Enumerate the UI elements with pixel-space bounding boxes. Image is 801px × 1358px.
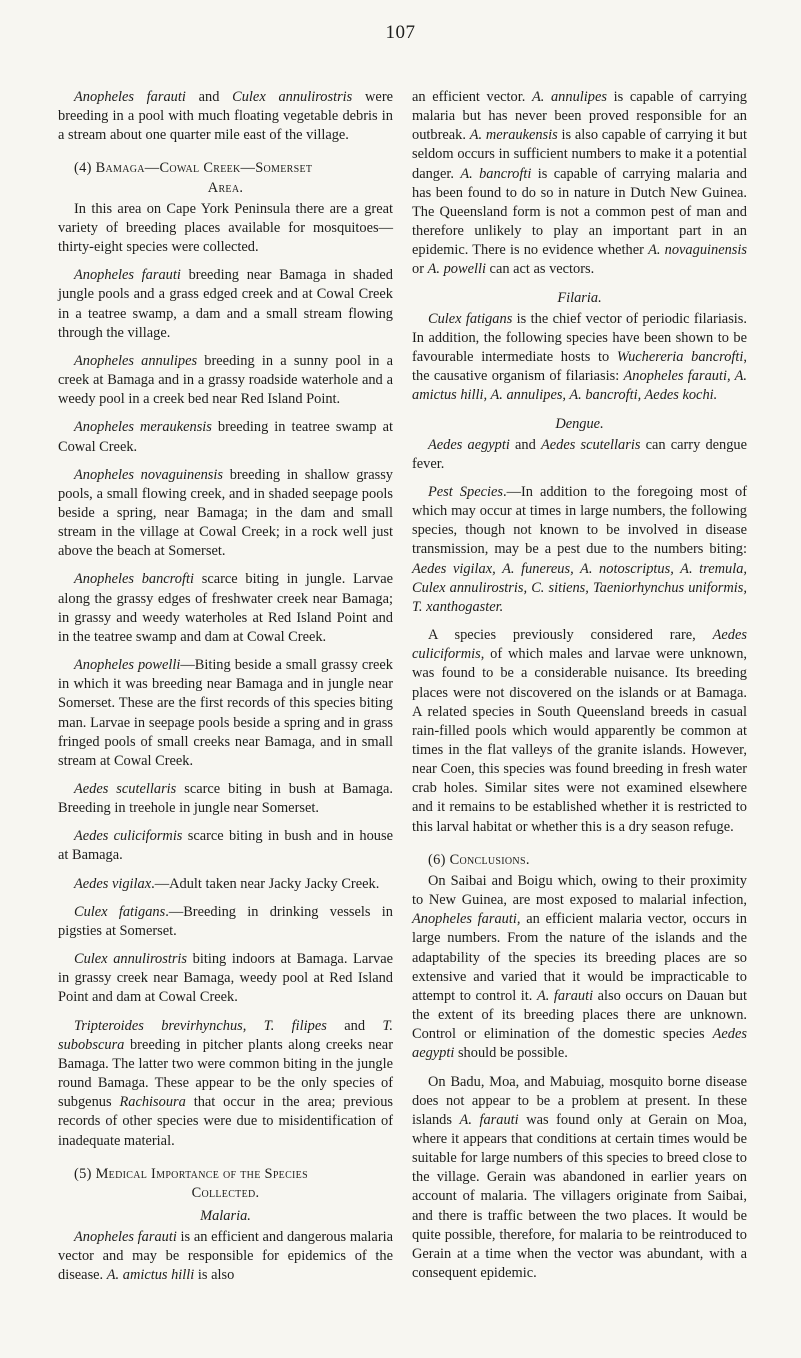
paragraph-gap bbox=[58, 1008, 393, 1017]
body-paragraph: Aedes culiciformis scarce biting in bush and in house at Bamaga. bbox=[58, 828, 393, 864]
body-paragraph: Aedes vigilax.—Adult taken near Jacky Jacky Creek. bbox=[74, 875, 380, 892]
section-heading bbox=[412, 851, 747, 870]
paragraph-gap bbox=[412, 474, 747, 483]
paragraph-gap bbox=[58, 409, 393, 418]
body-paragraph: Anopheles farauti and Culex annulirostris were breeding in a pool with much floating vegetable debris in a stream about one quarter mile east of the village. bbox=[58, 89, 393, 144]
paragraph-gap bbox=[412, 406, 747, 415]
paragraph-gap bbox=[412, 617, 747, 626]
body-paragraph: A species previously considered rare, Aedes culiciformis, of which males and larvae were unknown, was found to be a considerable nuisance. Its breeding places were not discovered on the islands or at Bamaga. A related species in South Queensland breeds in casual rain-filled pools which would apparently be common at times in the flat valleys of the granite islands. However, near Coen, this species was found breeding in fresh water crab holes. Similar sites were not examined elsewhere and it remains to be established whether it is restricted to this larval habitat or whether this is a dry season refuge. bbox=[412, 627, 747, 835]
body-paragraph: On Saibai and Boigu which, owing to their proximity to New Guinea, are most exposed to malarial infection, Anopheles farauti, an efficient malaria vector, occurs in large numbers. From the nature of the islands and the adaptability of the species its breeding places are so extensive and varied that it would be impracticable to attempt to control it. A. farauti also occurs on Dauan but the extent of its breeding places there are unknown. Control or elimination of the domestic species Aedes aegypti should be possible. bbox=[412, 872, 747, 1062]
section-heading-line: (6) Conclusions. bbox=[428, 851, 530, 868]
body-paragraph: Anopheles novaguinensis breeding in shallow grassy pools, a small flowing creek, and in shaded seepage pools beside a spring, near Bamaga; in the dam and small stream in the village at Cowal Creek; in a rock well just above the beach at Somerset. bbox=[58, 466, 393, 560]
paragraph-gap bbox=[412, 1064, 747, 1073]
body-paragraph: Aedes scutellaris scarce biting in bush at Bamaga. Breeding in treehole in jungle near Somerset. bbox=[58, 781, 394, 817]
paragraph-gap bbox=[58, 894, 393, 903]
paragraph-gap bbox=[58, 343, 393, 352]
paragraph-gap bbox=[58, 145, 393, 159]
body-paragraph: Culex fatigans.—Breeding in drinking vessels in pigsties at Somerset. bbox=[58, 903, 393, 939]
body-paragraph: Anopheles annulipes breeding in a sunny pool in a creek at Bamaga and in a grassy roadside waterhole and a weedy pool in a creek bed near Red Island Point. bbox=[58, 352, 393, 408]
body-paragraph: Anopheles farauti is an efficient and dangerous malaria vector and may be responsible for epidemics of the disease. A. amictus hilli is also bbox=[58, 1229, 393, 1284]
body-paragraph: On Badu, Moa, and Mabuiag, mosquito borne disease does not appear to be a problem at present. In these islands A. farauti was found only at Gerain on Moa, where it appears that conditions at certain times would be suitable for large numbers of this species to breed close to the village. Gerain was abandoned in earlier years on account of malaria. The villagers originate from Saibai, and there is traffic between the two places. It would be quite possible, therefore, for malaria to be reintroduced to Gerain at a time when the vector was abundant, with a consequent epidemic. bbox=[412, 1073, 747, 1282]
body-paragraph: an efficient vector. A. annulipes is capable of carrying malaria but has never been proved responsible for an outbreak. A. meraukensis is also capable of carrying it but seldom occurs in sufficient numbers to make it a potential danger. A. bancrofti is capable of carrying malaria and has been found to do so in nature in Dutch New Guinea. The Queensland form is not a common pest of man and therefore unlikely to play an important part in an epidemic. There is no evidence whether A. novaguinensis or A. powelli can act as vectors. bbox=[412, 89, 747, 278]
paragraph-gap bbox=[58, 647, 393, 656]
section-heading bbox=[58, 1165, 393, 1203]
body-paragraph: Anopheles bancrofti scarce biting in jungle. Larvae along the grassy edges of freshwater creek near Bamaga; in grassy and weedy waterholes at Red Island Point and in the teatree swamp and dam at Cowal Creek. bbox=[58, 571, 393, 645]
body-paragraph: Pest Species.—In addition to the foregoing most of which may occur at times in large numbers, the following species, though not known to be involved in disease transmission, may be a pest due to the numbers biting: Aedes vigilax, A. funereus, A. notoscriptus, A. tremula, Culex annulirostris, C. sitiens, Taeniorhynchus uniformis, T. xanthogaster. bbox=[412, 483, 748, 615]
body-paragraph: In this area on Cape York Peninsula there are a great variety of breeding places available for mosquitoes—thirty-eight species were collected. bbox=[58, 200, 393, 256]
section-heading bbox=[58, 159, 393, 197]
section-heading-line: Collected. bbox=[191, 1184, 260, 1201]
paragraph-gap bbox=[412, 280, 747, 289]
left-column bbox=[58, 88, 393, 1286]
section-heading-line: Area. bbox=[207, 179, 244, 196]
body-paragraph: Culex annulirostris biting indoors at Bamaga. Larvae in grassy creek near Bamaga, weedy pool at Red Island Point and dam at Cowal Creek. bbox=[58, 951, 393, 1006]
subsection-heading: Dengue. bbox=[555, 415, 604, 432]
paragraph-gap bbox=[58, 1151, 393, 1165]
page-number: 107 bbox=[385, 22, 416, 43]
body-paragraph: Culex fatigans is the chief vector of periodic filariasis. In addition, the following species have been shown to be favourable intermediate hosts to Wuchereria bancrofti, the causative organism of filariasis: Anopheles farauti, A. amictus hilli, A. annulipes, A. bancrofti, Aedes kochi. bbox=[412, 310, 747, 404]
body-paragraph: Anopheles farauti breeding near Bamaga in shaded jungle pools and a grass edged creek and at Cowal Creek in a teatree swamp, a dam and a small stream flowing through the village. bbox=[58, 267, 393, 341]
paragraph-gap bbox=[58, 771, 393, 780]
body-paragraph: Anopheles powelli—Biting beside a small grassy creek in which it was breeding near Bamaga and in jungle near Somerset. These are the first records of this species biting man. Larvae in seepage pools beside a spring and in grass fringed pools of small creeks near Bamaga, and in small stream at Cowal Creek. bbox=[58, 657, 393, 769]
subsection-heading: Malaria. bbox=[200, 1207, 251, 1224]
body-paragraph: Tripteroides brevirhynchus, T. filipes and T. subobscura breeding in pitcher plants along creeks near Bamaga. The latter two were common biting in the jungle round Bamaga. These appear to be the only species of subgenus Rachisoura that occur in the area; previous records of other species were due to misidentification of inadequate material. bbox=[58, 1017, 393, 1149]
paragraph-gap bbox=[58, 818, 393, 827]
paragraph-gap bbox=[412, 837, 747, 851]
section-heading-line: (5) Medical Importance of the Species bbox=[74, 1165, 308, 1182]
body-paragraph: Aedes aegypti and Aedes scutellaris can carry dengue fever. bbox=[412, 436, 747, 472]
right-column bbox=[412, 88, 747, 1283]
paragraph-gap bbox=[58, 866, 393, 875]
subsection-heading: Filaria. bbox=[557, 289, 602, 306]
paragraph-gap bbox=[58, 941, 393, 950]
paragraph-gap bbox=[58, 561, 393, 570]
section-heading-line: (4) Bamaga—Cowal Creek—Somerset bbox=[74, 160, 313, 177]
paragraph-gap bbox=[58, 457, 393, 466]
body-paragraph: Anopheles meraukensis breeding in teatree swamp at Cowal Creek. bbox=[58, 419, 393, 455]
paragraph-gap bbox=[58, 257, 393, 266]
